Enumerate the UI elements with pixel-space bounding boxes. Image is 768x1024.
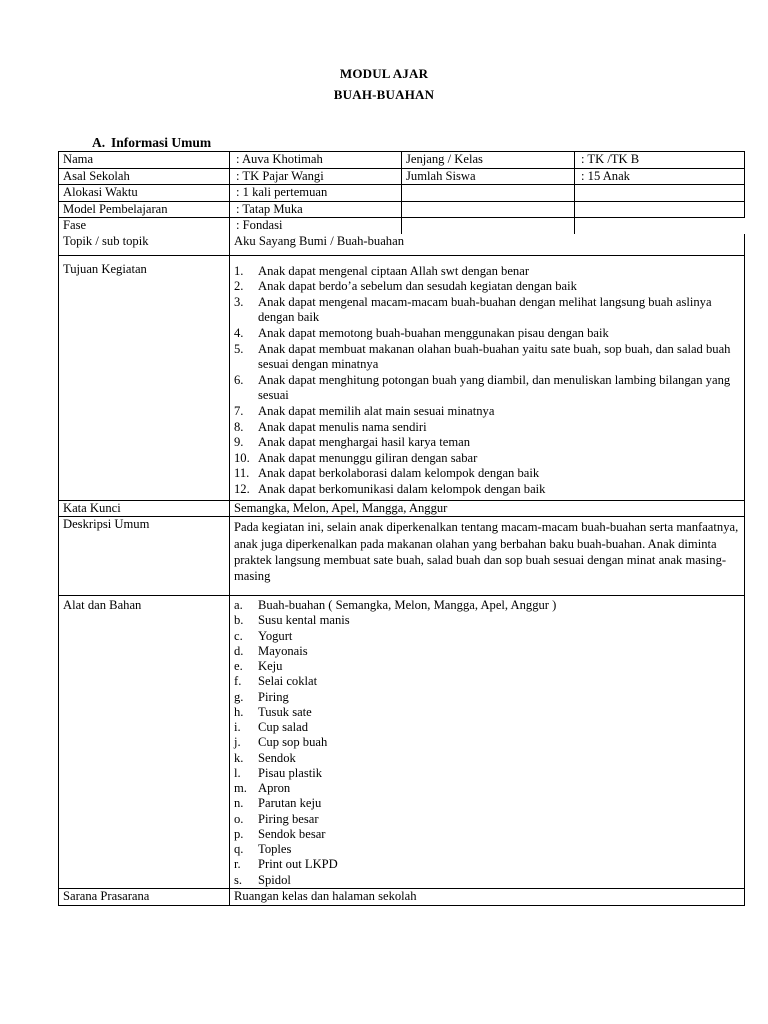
alat-item-text: Yogurt bbox=[258, 628, 293, 643]
alat-item bbox=[234, 629, 740, 644]
alat-item-marker: d. bbox=[234, 643, 244, 658]
alokasi-value: : 1 kali pertemuan bbox=[230, 185, 402, 202]
document-subtitle: BUAH-BUAHAN bbox=[333, 87, 435, 102]
tujuan-list bbox=[234, 264, 740, 498]
alat-item-marker: s. bbox=[234, 872, 243, 887]
tujuan-cell bbox=[230, 262, 745, 501]
alat-item-text: Parutan keju bbox=[258, 796, 322, 811]
alat-item-text: Spidol bbox=[258, 872, 291, 887]
empty-cell bbox=[575, 218, 745, 234]
alat-item-marker: b. bbox=[234, 613, 244, 628]
tujuan-item-text: Anak dapat membuat makanan olahan buah-buahan yaitu sate buah, sop buah, dan salad buah sesuai dengan minatnya bbox=[258, 341, 731, 372]
jumlah-value: : 15 Anak bbox=[575, 168, 745, 185]
row-deskripsi bbox=[59, 517, 745, 596]
alat-item-text: Sendok bbox=[258, 750, 296, 765]
tujuan-item bbox=[234, 295, 740, 326]
tujuan-item bbox=[234, 279, 740, 295]
alat-item-text: Tusuk sate bbox=[258, 704, 312, 719]
alat-item-text: Piring besar bbox=[258, 811, 319, 826]
alat-item-marker: g. bbox=[234, 689, 244, 704]
empty-cell bbox=[575, 201, 745, 218]
section-title: Informasi Umum bbox=[111, 135, 212, 150]
alat-item bbox=[234, 720, 740, 735]
empty-cell bbox=[402, 185, 575, 202]
alat-item-marker: j. bbox=[234, 735, 241, 750]
tujuan-item bbox=[234, 326, 740, 342]
tujuan-label: Tujuan Kegiatan bbox=[59, 262, 230, 501]
topik-value: Aku Sayang Bumi / Buah-buahan bbox=[230, 234, 745, 255]
alat-item-text: Cup salad bbox=[258, 720, 309, 735]
tujuan-item bbox=[234, 404, 740, 420]
alat-item bbox=[234, 598, 740, 613]
tujuan-item bbox=[234, 342, 740, 373]
tujuan-item-marker: 10. bbox=[234, 450, 250, 465]
row-asal bbox=[59, 168, 745, 185]
tujuan-item-marker: 1. bbox=[234, 263, 244, 278]
alat-item-text: Apron bbox=[258, 781, 291, 796]
tujuan-item-text: Anak dapat memilih alat main sesuai minatnya bbox=[258, 403, 495, 418]
tujuan-item-marker: 11. bbox=[234, 466, 250, 481]
tujuan-item-marker: 3. bbox=[234, 294, 244, 309]
tujuan-item-marker: 9. bbox=[234, 435, 244, 450]
topik-label: Topik / sub topik bbox=[59, 234, 230, 255]
alat-item bbox=[234, 751, 740, 766]
row-alokasi bbox=[59, 185, 745, 202]
row-kata-kunci bbox=[59, 500, 745, 517]
sarana-label: Sarana Prasarana bbox=[59, 888, 230, 905]
tujuan-item bbox=[234, 451, 740, 467]
section-letter: A. bbox=[92, 135, 106, 150]
alat-item bbox=[234, 644, 740, 659]
alat-item-text: Buah-buahan ( Semangka, Melon, Mangga, Apel, Anggur ) bbox=[258, 598, 557, 613]
alat-item-text: Pisau plastik bbox=[258, 765, 323, 780]
alat-item-text: Cup sop buah bbox=[258, 735, 328, 750]
tujuan-item bbox=[234, 435, 740, 451]
alat-item bbox=[234, 766, 740, 781]
kata-kunci-label: Kata Kunci bbox=[59, 500, 230, 517]
alat-item-marker: c. bbox=[234, 628, 243, 643]
tujuan-item-marker: 8. bbox=[234, 419, 244, 434]
model-label: Model Pembelajaran bbox=[59, 201, 230, 218]
row-sarana bbox=[59, 888, 745, 905]
tujuan-item-text: Anak dapat mengenal ciptaan Allah swt dengan benar bbox=[258, 263, 530, 278]
alat-item-text: Sendok besar bbox=[258, 826, 326, 841]
nama-value: : Auva Khotimah bbox=[230, 152, 402, 169]
alat-item bbox=[234, 613, 740, 628]
alat-item bbox=[234, 674, 740, 689]
alat-item-text: Toples bbox=[258, 842, 292, 857]
alat-item-marker: k. bbox=[234, 750, 244, 765]
alat-list bbox=[234, 598, 740, 888]
tujuan-item-marker: 4. bbox=[234, 325, 244, 340]
alat-item bbox=[234, 735, 740, 750]
alat-item-text: Susu kental manis bbox=[258, 613, 350, 628]
alat-item-marker: i. bbox=[234, 720, 241, 735]
row-model bbox=[59, 201, 745, 218]
tujuan-item-marker: 5. bbox=[234, 341, 244, 356]
alat-item-marker: a. bbox=[234, 598, 243, 613]
alat-item-marker: r. bbox=[234, 857, 241, 872]
alat-item bbox=[234, 781, 740, 796]
alat-item bbox=[234, 705, 740, 720]
alat-item-text: Keju bbox=[258, 659, 283, 674]
alat-item-marker: p. bbox=[234, 826, 244, 841]
alat-item-marker: q. bbox=[234, 842, 244, 857]
tujuan-item-marker: 2. bbox=[234, 279, 244, 294]
section-heading bbox=[92, 135, 211, 151]
alat-item bbox=[234, 857, 740, 872]
alat-item-text: Piring bbox=[258, 689, 289, 704]
fase-label: Fase bbox=[59, 218, 230, 234]
alat-item-marker: l. bbox=[234, 765, 241, 780]
alat-item bbox=[234, 796, 740, 811]
sarana-value: Ruangan kelas dan halaman sekolah bbox=[230, 888, 745, 905]
alat-item-text: Mayonais bbox=[258, 643, 308, 658]
tujuan-item-text: Anak dapat berkolaborasi dalam kelompok dengan baik bbox=[258, 466, 540, 481]
jumlah-label: Jumlah Siswa bbox=[402, 168, 575, 185]
tujuan-item bbox=[234, 264, 740, 280]
row-alat bbox=[59, 596, 745, 889]
asal-label: Asal Sekolah bbox=[59, 168, 230, 185]
asal-value: : TK Pajar Wangi bbox=[230, 168, 402, 185]
row-nama bbox=[59, 152, 745, 169]
alat-cell bbox=[230, 596, 745, 889]
alat-item-marker: m. bbox=[234, 781, 247, 796]
nama-label: Nama bbox=[59, 152, 230, 169]
row-fase bbox=[59, 218, 745, 234]
alat-item-marker: h. bbox=[234, 704, 244, 719]
alat-item-text: Print out LKPD bbox=[258, 857, 338, 872]
alat-item-marker: f. bbox=[234, 674, 242, 689]
tujuan-item-marker: 6. bbox=[234, 372, 244, 387]
info-table bbox=[58, 151, 744, 906]
alat-item bbox=[234, 812, 740, 827]
alat-item bbox=[234, 842, 740, 857]
tujuan-item-text: Anak dapat mengenal macam-macam buah-buahan dengan melihat langsung buah aslinya dengan baik bbox=[258, 294, 712, 325]
tujuan-item-text: Anak dapat menulis nama sendiri bbox=[258, 419, 427, 434]
tujuan-item bbox=[234, 373, 740, 404]
empty-cell bbox=[402, 218, 575, 234]
tujuan-item bbox=[234, 466, 740, 482]
alat-item bbox=[234, 659, 740, 674]
tujuan-item-text: Anak dapat berkomunikasi dalam kelompok dengan baik bbox=[258, 481, 546, 496]
document-title: MODUL AJAR bbox=[339, 66, 429, 81]
alat-item-marker: n. bbox=[234, 796, 244, 811]
tujuan-item bbox=[234, 420, 740, 436]
tujuan-item-marker: 12. bbox=[234, 481, 250, 496]
empty-cell bbox=[575, 185, 745, 202]
tujuan-item-text: Anak dapat memotong buah-buahan menggunakan pisau dengan baik bbox=[258, 325, 609, 340]
kata-kunci-value: Semangka, Melon, Apel, Mangga, Anggur bbox=[230, 500, 745, 517]
alat-item-marker: o. bbox=[234, 811, 244, 826]
tujuan-item-text: Anak dapat berdo’a sebelum dan sesudah kegiatan dengan baik bbox=[258, 279, 577, 294]
alokasi-label: Alokasi Waktu bbox=[59, 185, 230, 202]
jenjang-label: Jenjang / Kelas bbox=[402, 152, 575, 169]
alat-label: Alat dan Bahan bbox=[59, 596, 230, 889]
tujuan-item bbox=[234, 482, 740, 498]
alat-item bbox=[234, 690, 740, 705]
jenjang-value: : TK /TK B bbox=[575, 152, 745, 169]
deskripsi-value: Pada kegiatan ini, selain anak diperkenalkan tentang macam-macam buah-buahan serta manfaatnya, anak juga diperkenalkan pada makanan olahan yang berbahan baku buah-buahan. Anak diminta praktek langsung membuat sate buah, salad buah dan sop buah sesuai dengan minat anak masing-masing bbox=[230, 517, 745, 596]
model-value: : Tatap Muka bbox=[230, 201, 402, 218]
fase-value: : Fondasi bbox=[230, 218, 402, 234]
empty-cell bbox=[402, 201, 575, 218]
alat-item bbox=[234, 873, 740, 888]
row-topik bbox=[59, 234, 745, 255]
tujuan-item-text: Anak dapat menunggu giliran dengan sabar bbox=[258, 450, 478, 465]
alat-item-marker: e. bbox=[234, 659, 243, 674]
tujuan-item-text: Anak dapat menghitung potongan buah yang diambil, dan menuliskan lambing bilangan yang sesuai bbox=[258, 372, 731, 403]
alat-item-text: Selai coklat bbox=[258, 674, 318, 689]
row-tujuan bbox=[59, 262, 745, 501]
tujuan-item-text: Anak dapat menghargai hasil karya teman bbox=[258, 435, 471, 450]
deskripsi-label: Deskripsi Umum bbox=[59, 517, 230, 596]
alat-item bbox=[234, 827, 740, 842]
tujuan-item-marker: 7. bbox=[234, 403, 244, 418]
